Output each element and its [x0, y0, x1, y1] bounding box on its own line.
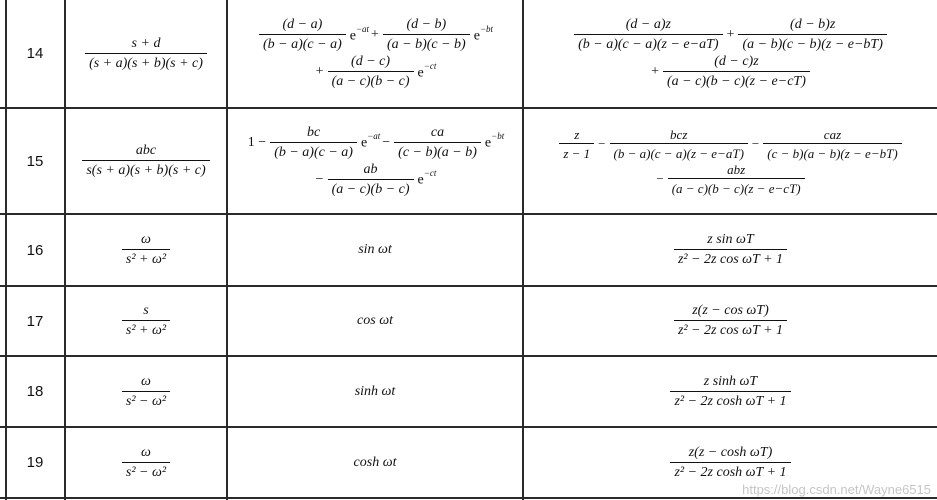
z-term [763, 128, 901, 160]
fraction-denominator: (a − b)(c − b)(z − e−bT) [738, 34, 886, 52]
fraction-numerator: z sin ωT [707, 232, 754, 247]
fraction-denominator: (c − b)(a − b)(z − e−bT) [763, 143, 901, 160]
time-function: cosh ωt [353, 454, 397, 470]
laplace-cell [66, 287, 226, 355]
fraction-denominator: (b − a)(c − a) [259, 34, 346, 52]
z-term [668, 163, 805, 195]
table-row [0, 109, 937, 213]
fraction-numerator: ab [363, 161, 378, 177]
row-number-cell [6, 428, 64, 497]
operator: + [726, 27, 735, 42]
z-cell [524, 109, 937, 213]
exp-base: e [473, 28, 480, 44]
time-cell [228, 287, 522, 355]
z-cell [524, 215, 937, 285]
watermark-text: https://blog.csdn.net/Wayne6515 [742, 482, 931, 497]
row-number-cell [6, 0, 64, 107]
fraction-denominator: s² + ω² [122, 249, 170, 267]
z-fraction [674, 304, 787, 338]
fraction-denominator: z² − 2z cos ωT + 1 [674, 249, 787, 267]
z-expression [572, 18, 889, 89]
operator: + [315, 64, 324, 79]
fraction-numerator: ca [430, 124, 445, 140]
time-term [381, 18, 493, 52]
row-number: 15 [26, 152, 44, 170]
fraction-numerator: caz [823, 126, 842, 142]
exp-power: −at [355, 23, 370, 34]
row-number-cell [6, 287, 64, 355]
laplace-fraction [85, 37, 207, 71]
fraction-denominator: (a − c)(b − c) [328, 179, 414, 197]
table-row [0, 287, 937, 355]
z-term [559, 128, 594, 160]
fraction-denominator: z² − 2z cosh ωT + 1 [670, 391, 790, 409]
table-row [0, 215, 937, 285]
row-number-cell [6, 109, 64, 213]
operator: − [751, 136, 760, 151]
exp-power: −bt [479, 23, 494, 34]
fraction-numerator: bcz [670, 126, 688, 142]
fraction-numerator: (d − a)z [625, 17, 671, 32]
z-fraction [674, 233, 787, 267]
fraction-denominator: z² − 2z cosh ωT + 1 [670, 462, 790, 480]
fraction-numerator: s + d [131, 35, 161, 51]
fraction-denominator: (c − b)(a − b) [394, 142, 481, 160]
time-term [257, 18, 369, 52]
fraction-denominator: (a − b)(c − b) [383, 34, 470, 52]
table-row [0, 357, 937, 426]
z-fraction [670, 446, 790, 480]
laplace-fraction [82, 144, 209, 178]
exp-base: e [417, 65, 424, 81]
row-number: 16 [26, 241, 44, 259]
exp-power: −bt [491, 131, 505, 142]
exp-power: −ct [423, 60, 437, 71]
fraction-denominator: (a − c)(b − c) [328, 71, 414, 89]
time-cell [228, 215, 522, 285]
time-cell [228, 357, 522, 426]
operator: − [656, 171, 664, 186]
laplace-fraction [122, 375, 170, 409]
fraction-numerator: s [143, 303, 149, 318]
fraction-numerator: (d − a) [282, 17, 323, 32]
time-function: sinh ωt [354, 383, 396, 399]
laplace-fraction [122, 446, 170, 480]
laplace-cell [66, 428, 226, 497]
laplace-fraction [122, 233, 170, 267]
row-divider [0, 497, 937, 499]
fraction-denominator: (a − c)(b − c)(z − e−cT) [668, 178, 805, 195]
table-row [0, 0, 937, 107]
fraction-numerator: ω [141, 373, 151, 389]
fraction-denominator: z − 1 [559, 143, 594, 160]
laplace-cell [66, 0, 226, 107]
exp-base: e [417, 172, 424, 188]
z-term [663, 55, 810, 89]
fraction-denominator: (a − c)(b − c)(z − e−cT) [663, 71, 810, 89]
fraction-numerator: z(z − cos ωT) [692, 303, 769, 318]
row-number: 14 [26, 45, 44, 62]
fraction-numerator: (d − c) [351, 54, 391, 69]
z-term [738, 18, 886, 52]
time-term [268, 126, 380, 160]
time-cell [228, 0, 522, 107]
time-term [326, 55, 437, 89]
z-cell [524, 287, 937, 355]
fraction-denominator: s(s + a)(s + b)(s + c) [82, 160, 209, 178]
fraction-denominator: z² − 2z cos ωT + 1 [674, 320, 787, 338]
exp-base: e [484, 135, 492, 151]
time-term [326, 163, 437, 197]
time-function: cos ωt [357, 313, 393, 328]
laplace-cell [66, 357, 226, 426]
fraction-denominator: (b − a)(c − a)(z − e−aT) [574, 34, 722, 52]
time-cell [228, 109, 522, 213]
time-term [392, 126, 504, 160]
fraction-denominator: (s + a)(s + b)(s + c) [85, 53, 207, 71]
z-term [610, 128, 748, 160]
fraction-numerator: z(z − cosh ωT) [688, 444, 773, 460]
operator: − [598, 136, 606, 151]
fraction-numerator: z sinh ωT [703, 373, 758, 389]
exp-power: −ct [423, 168, 437, 179]
fraction-numerator: abz [727, 161, 746, 177]
fraction-numerator: z [574, 126, 580, 142]
time-cell [228, 428, 522, 497]
operator: + [371, 27, 379, 42]
time-expression [257, 18, 493, 89]
row-number: 19 [26, 454, 44, 471]
fraction-numerator: (d − c)z [714, 54, 759, 69]
fraction-numerator: abc [135, 143, 157, 158]
fraction-denominator: s² − ω² [122, 391, 170, 409]
fraction-numerator: ω [141, 444, 151, 460]
z-term [574, 18, 722, 52]
fraction-denominator: s² − ω² [122, 462, 170, 480]
z-fraction [670, 375, 790, 409]
z-cell [524, 0, 937, 107]
laplace-cell [66, 215, 226, 285]
time-function: sin ωt [358, 242, 392, 257]
exp-power: −at [367, 131, 381, 142]
row-number: 17 [26, 312, 44, 330]
fraction-denominator: (b − a)(c − a)(z − e−aT) [610, 143, 748, 160]
z-cell [524, 357, 937, 426]
fraction-denominator: s² + ω² [122, 320, 170, 338]
fraction-numerator: bc [306, 124, 321, 140]
fraction-numerator: ω [141, 232, 151, 247]
row-number-cell [6, 357, 64, 426]
fraction-denominator: (b − a)(c − a) [270, 142, 357, 160]
laplace-cell [66, 109, 226, 213]
fraction-numerator: (d − b) [406, 17, 447, 32]
fraction-numerator: (d − b)z [790, 17, 836, 32]
operator: − [315, 171, 324, 187]
operator: − [382, 134, 391, 150]
z-expression [557, 128, 903, 195]
row-number-cell [6, 215, 64, 285]
operator: + [651, 64, 660, 79]
time-prefix: 1 − [247, 134, 267, 150]
time-expression [246, 126, 504, 197]
exp-base: e [360, 135, 368, 151]
row-number: 18 [26, 383, 44, 400]
laplace-fraction [122, 304, 170, 338]
exp-base: e [349, 28, 356, 44]
